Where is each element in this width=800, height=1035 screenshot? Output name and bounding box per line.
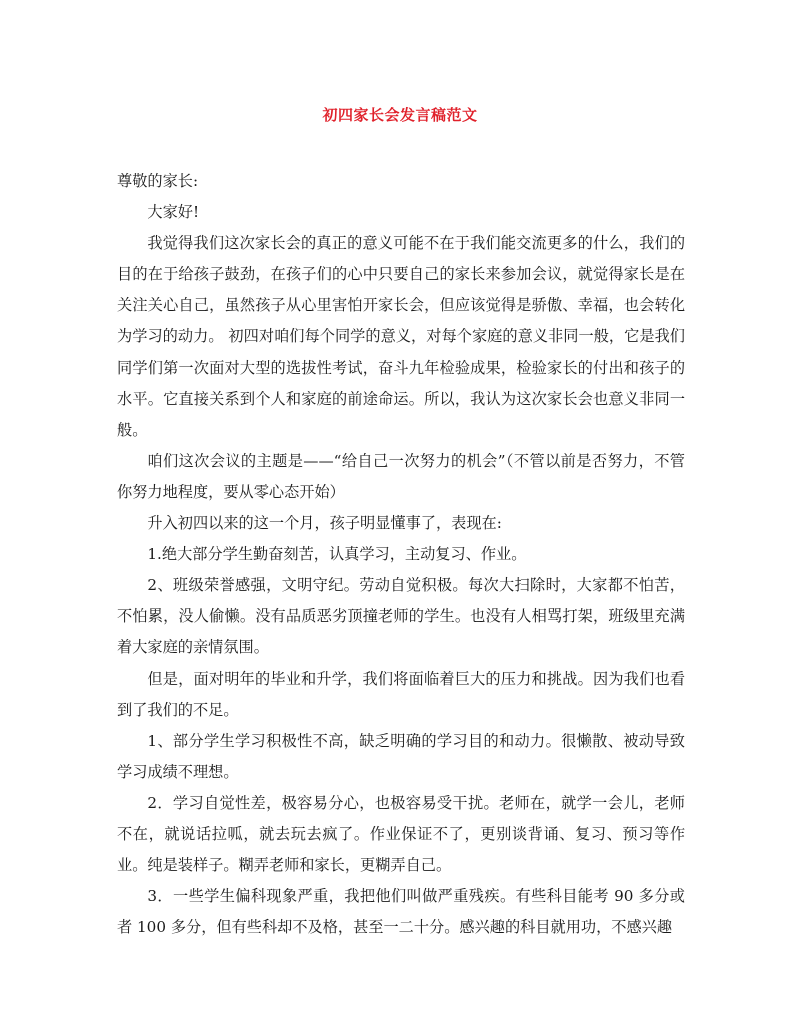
greeting-paragraph: 大家好! xyxy=(147,203,200,222)
list-item-weakness-2: 2．学习自觉性差，极容易分心，也极容易受干扰。老师在，就学一会儿，老师不在，就说话拉呱，就去玩去疯了。作业保证不了，更别谈背诵、复习、预习等作业。纯是装样子。糊弄老师和家长，更糊弄自己。 xyxy=(117,793,685,875)
document-title: 初四家长会发言稿范文 xyxy=(322,106,478,124)
paragraph-theme: 咱们这次会议的主题是——“给自己一次努力的机会”（不管以前是否努力，不管你努力地程度，要从零心态开始） xyxy=(117,451,685,501)
list-item-weakness-1: 1、部分学生学习积极性不高，缺乏明确的学习目的和动力。很懒散、被动导致学习成绩不理想。 xyxy=(117,731,685,781)
document-body xyxy=(117,166,685,943)
paragraph-intro-progress: 升入初四以来的这一个月，孩子明显懂事了，表现在: xyxy=(147,514,502,533)
paragraph-meaning: 我觉得我们这次家长会的真正的意义可能不在于我们能交流更多的什么，我们的目的在于给孩子鼓劲，在孩子们的心中只要自己的家长来参加会议，就觉得家长是在关注关心自己，虽然孩子从心里害怕开家长会，但应该觉得是骄傲、幸福，也会转化为学习的动力。 初四对咱们每个同学的意义，对每个家庭的意义非同一般，它是我们同学们第一次面对大型的选拔性考试，奋斗九年检验成果，检验家长的付出和孩子的水平。它直接关系到个人和家庭的前途命运。所以，我认为这次家长会也意义非同一般。 xyxy=(117,234,685,439)
list-item-strength-1: 1.绝大部分学生勤奋刻苦，认真学习，主动复习、作业。 xyxy=(147,545,527,564)
list-item-weakness-3: 3．一些学生偏科现象严重，我把他们叫做严重残疾。有些科目能考 90 多分或者 100 多分，但有些科却不及格，甚至一二十分。感兴趣的科目就用功，不感兴趣 xyxy=(117,887,685,937)
salutation: 尊敬的家长: xyxy=(117,172,199,190)
paragraph-challenges: 但是，面对明年的毕业和升学，我们将面临着巨大的压力和挑战。因为我们也看到了我们的不足。 xyxy=(117,669,685,719)
list-item-strength-2: 2、班级荣誉感强，文明守纪。劳动自觉积极。每次大扫除时，大家都不怕苦，不怕累，没人偷懒。没有品质恶劣顶撞老师的学生。也没有人相骂打架，班级里充满着大家庭的亲情氛围。 xyxy=(117,576,685,657)
